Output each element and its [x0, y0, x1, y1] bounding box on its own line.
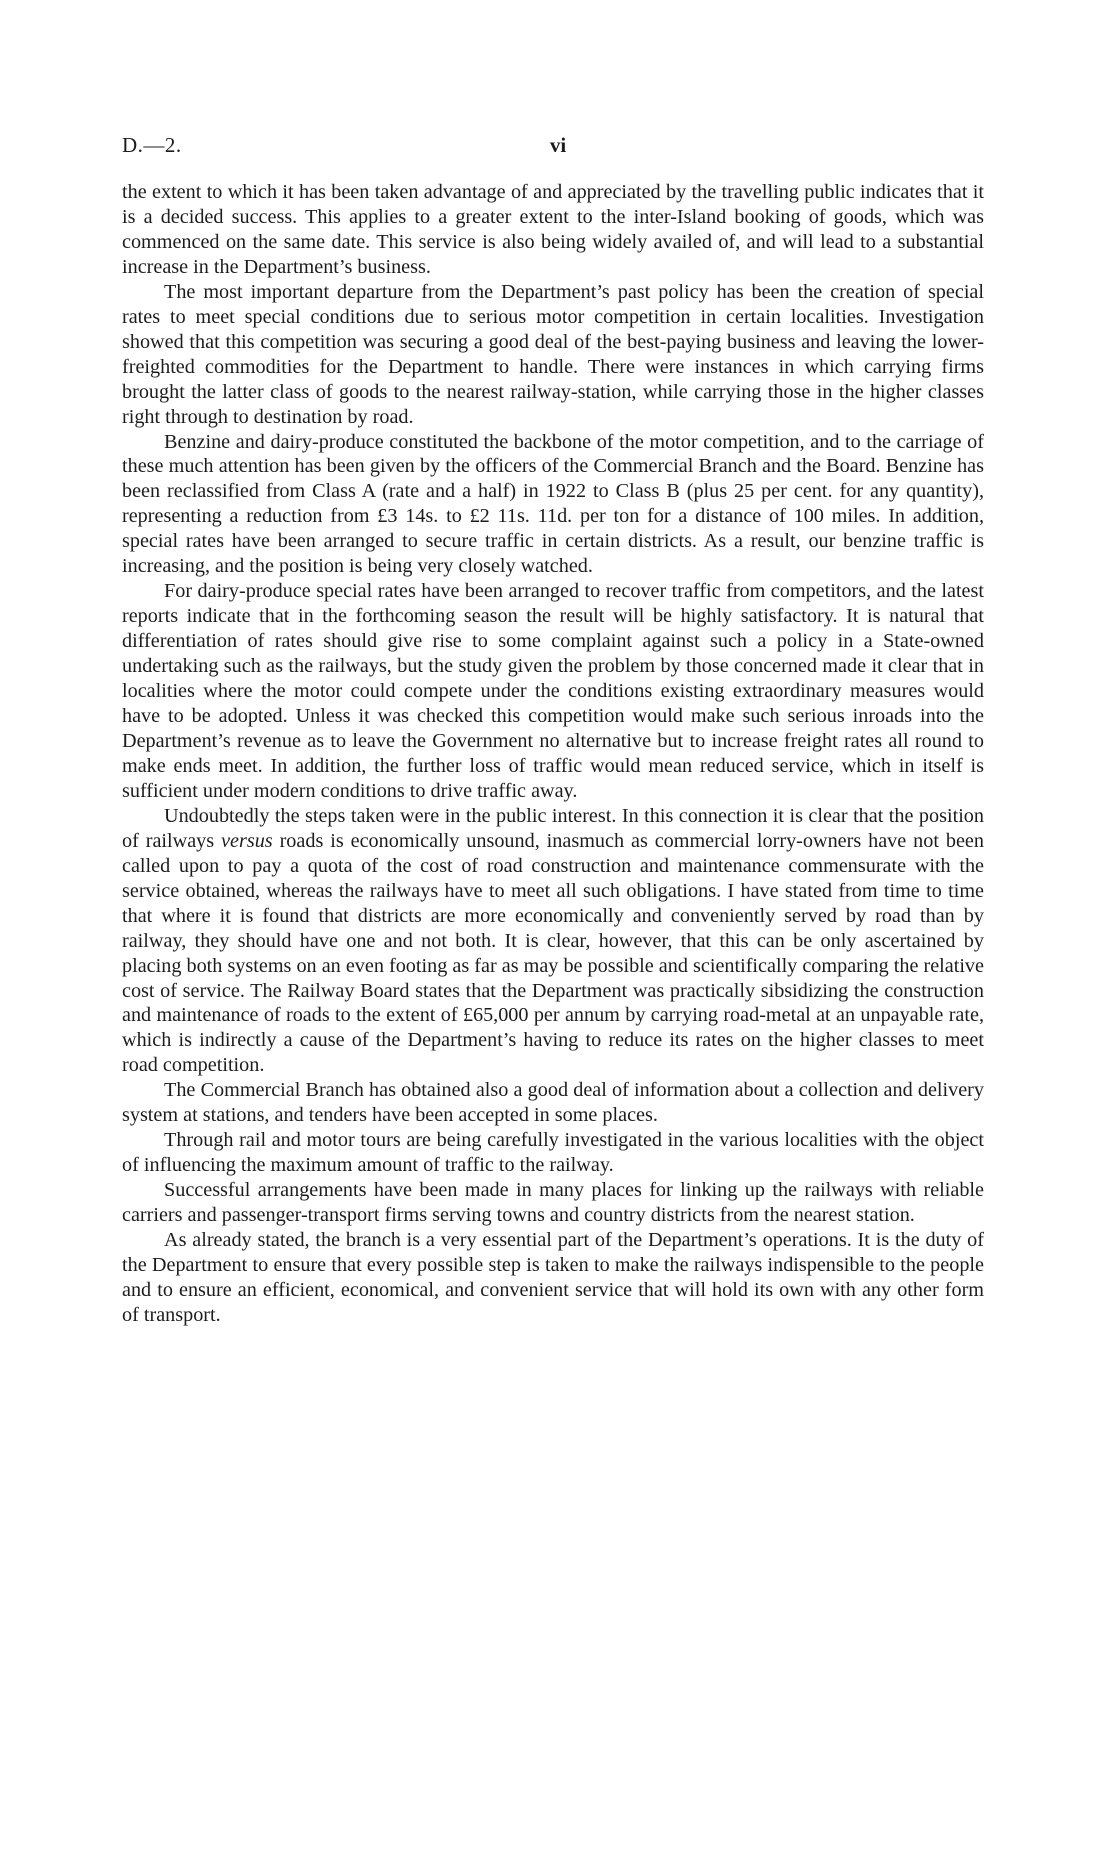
paragraph-continuation: the extent to which it has been taken advantage of and appreciated by the travelling public indicates that it is a decided success. This applies to a greater extent to the inter-Island booking of goods, which was commenced on the same date. This service is also being widely availed of, and will lead to a substantial increase in the Department’s business. — [122, 181, 984, 278]
paragraph-dairy-produce: For dairy-produce special rates have been arranged to recover traffic from competitors, and the latest reports indicate that in the forthcoming season the result will be highly satisfactory. It is natural that differentiation of rates should give rise to some complaint against such a policy in a State-owned undertaking such as the railways, but the study given the problem by those concerned made it clear that in localities where the motor could compete under the conditions existing extraordinary measures would have to be adopted. Unless it was checked this competition would make such serious inroads into the Department’s revenue as to leave the Government no alternative but to increase freight rates all round to make ends meet. In addition, the further loss of traffic would mean reduced service, which in itself is sufficient under modern conditions to drive traffic away. — [122, 580, 984, 802]
paragraph-benzine-dairy: Benzine and dairy-produce constituted the backbone of the motor competition, and to the carriage of these much attention has been given by the officers of the Commercial Branch and the Board. Benzine has been reclassified from Class A (rate and a half) in 1922 to Class B (plus 25 per cent. for any quantity), representing a reduction from £3 14s. to £2 11s. 11d. per ton for a distance of 100 miles. In addition, special rates have been arranged to secure traffic in certain districts. As a result, our benzine traffic is increasing, and the position is being very closely watched. — [122, 430, 984, 578]
paragraph-text-before: Undoubtedly the steps taken were in the public interest. In this connection it is clear that the position of railways — [122, 804, 984, 852]
paragraph-carrier-arrangements: Successful arrangements have been made in many places for linking up the railways with reliable carriers and passenger-transport firms serving towns and country districts from the nearest station. — [122, 1179, 984, 1227]
paragraph-railways-versus-roads — [122, 804, 984, 1078]
italic-term: versus — [221, 829, 273, 852]
paragraph-conclusion: As already stated, the branch is a very essential part of the Department’s operations. It is the duty of the Department to ensure that every possible step is taken to make the railways indispensible to the people and to ensure an efficient, economical, and convenient service that will hold its own with any other form of transport. — [122, 1229, 984, 1326]
paragraph-text-after: roads is economically unsound, inasmuch as commercial lorry-owners have not been called upon to pay a quota of the cost of road construction and maintenance commensurate with the service obtained, whereas the railways have to meet all such obligations. I have stated from time to time that where it is found that districts are more economically and conveniently served by road than by railway, they should have one and not both. It is clear, however, that this can be only ascertained by placing both systems on an even footing as far as may be possible and scientifically comparing the relative cost of service. The Railway Board states that the Department was practically sibsidizing the construction and maintenance of roads to the extent of £65,000 per annum by carrying road-metal at an unpayable rate, which is indirectly a cause of the Department’s having to reduce its rates on the higher classes to meet road competition. — [122, 829, 984, 1077]
paragraph-collection-delivery: The Commercial Branch has obtained also a good deal of information about a collection and delivery system at stations, and tenders have been accepted in some places. — [122, 1079, 984, 1127]
body-text — [122, 180, 984, 1328]
page-header — [122, 133, 994, 163]
document-reference: D.—2. — [122, 133, 182, 157]
page-number: vi — [549, 133, 567, 157]
paragraph-special-rates: The most important departure from the Department’s past policy has been the creation of special rates to meet special conditions due to serious motor competition in certain localities. Investigation showed that this competition was securing a good deal of the best-paying business and leaving the lower-freighted commodities for the Department to handle. There were instances in which carrying firms brought the latter class of goods to the nearest railway-station, while carrying those in the higher classes right through to destination by road. — [122, 280, 984, 428]
paragraph-rail-motor-tours: Through rail and motor tours are being carefully investigated in the various localities with the object of influencing the maximum amount of traffic to the railway. — [122, 1129, 984, 1177]
